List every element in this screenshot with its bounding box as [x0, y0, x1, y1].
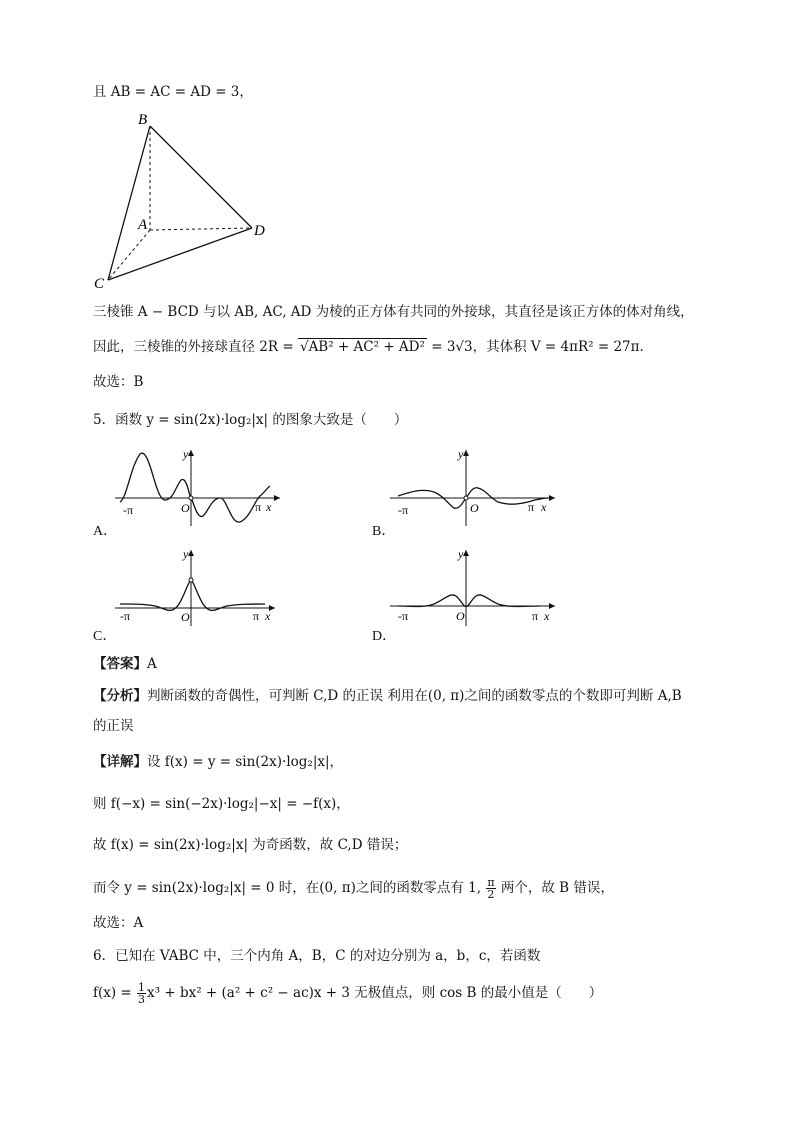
q6-line2: f(x) = $\frac{1}{3}$ x³ + bx² + (a² + c² − ac)x + 3 无极值点，则 cos B 的最小值是（ ）: [93, 981, 603, 1006]
label-D: D: [254, 223, 265, 239]
q6-line1: 6．已知在 VABC 中，三个内角 A，B，C 的对边分别为 a，b，c，若函数: [93, 948, 541, 964]
svg-text:π: π: [255, 500, 262, 514]
svg-text:-π: -π: [398, 503, 409, 517]
label-B: B: [138, 112, 148, 128]
answer-tag: 【答案】: [93, 656, 147, 672]
svg-text:-π: -π: [120, 609, 131, 623]
para1-line2-b: = 3√3，其体积 V = 4πR² = 27π.: [426, 339, 644, 355]
svg-text:y: y: [458, 548, 464, 561]
option-C-label: C．: [93, 629, 117, 644]
svg-text:x: x: [265, 609, 271, 623]
para1-line1: 三棱锥 A − BCD 与以 AB, AC, AD 为棱的正方体有共同的外接球，其直径是该正方体的体对角线，: [93, 304, 694, 320]
option-B-label: B．: [372, 524, 396, 539]
svg-text:O: O: [456, 609, 465, 623]
svg-text:π: π: [532, 609, 539, 623]
svg-text:O: O: [470, 501, 479, 515]
svg-text:x: x: [544, 609, 550, 623]
q5-stem: 5．函数 y = sin(2x)·log₂|x| 的图象大致是（ ）: [93, 412, 408, 428]
answer-value: A: [147, 656, 157, 672]
svg-text:y: y: [183, 548, 189, 561]
graph-A: [115, 448, 285, 528]
answer-line: [93, 654, 157, 674]
answer-prev: 故选：B: [93, 374, 144, 390]
graph-B: [390, 448, 560, 528]
detail-tag: 【详解】: [93, 754, 147, 770]
svg-text:π: π: [253, 609, 260, 623]
analysis-text: 判断函数的奇偶性，可判断 C,D 的正误 利用在(0, π)之间的函数零点的个数即可判断 A,B: [147, 688, 682, 704]
detail-line2: 则 f(−x) = sin(−2x)·log₂|−x| = −f(x)，: [93, 796, 350, 812]
analysis-line2: 的正误: [93, 718, 134, 734]
label-A: A: [138, 217, 148, 233]
option-D-label: D．: [372, 629, 397, 644]
svg-text:y: y: [183, 448, 189, 461]
sqrt-expression: √AB² + AC² + AD²: [299, 339, 425, 355]
svg-text:y: y: [458, 448, 464, 461]
label-C: C: [94, 276, 105, 292]
tetrahedron-figure: [88, 108, 288, 293]
svg-text:O: O: [181, 501, 190, 515]
detail1: 设 f(x) = y = sin(2x)·log₂|x|，: [147, 754, 344, 770]
detail-line1: [93, 752, 343, 772]
svg-text:x: x: [541, 500, 547, 514]
intro-line: 且 AB = AC = AD = 3，: [93, 84, 253, 100]
final-answer: 故选：A: [93, 915, 144, 931]
analysis-line1: [93, 686, 682, 706]
graph-D: [390, 548, 560, 628]
svg-text:x: x: [266, 500, 272, 514]
para1-line2: [93, 337, 644, 357]
para1-line2-a: 因此，三棱锥的外接球直径 2R =: [93, 339, 298, 355]
detail-line3: 故 f(x) = sin(2x)·log₂|x| 为奇函数，故 C,D 错误；: [93, 837, 408, 853]
svg-text:π: π: [528, 500, 535, 514]
analysis-tag: 【分析】: [93, 688, 147, 704]
fraction-pi-over-2: $\frac{\pi}{2}$: [487, 876, 495, 901]
option-A-label: A．: [93, 524, 118, 539]
svg-text:-π: -π: [398, 609, 409, 623]
detail-line4: 而令 y = sin(2x)·log₂|x| = 0 时，在(0, π)之间的函数零点有 1, $\frac{\pi}{2}$ 两个，故 B 错误，: [93, 876, 614, 901]
svg-text:-π: -π: [123, 503, 134, 517]
fraction-one-third: $\frac{1}{3}$: [138, 981, 146, 1006]
svg-text:O: O: [181, 610, 190, 624]
graph-C: [115, 548, 285, 628]
